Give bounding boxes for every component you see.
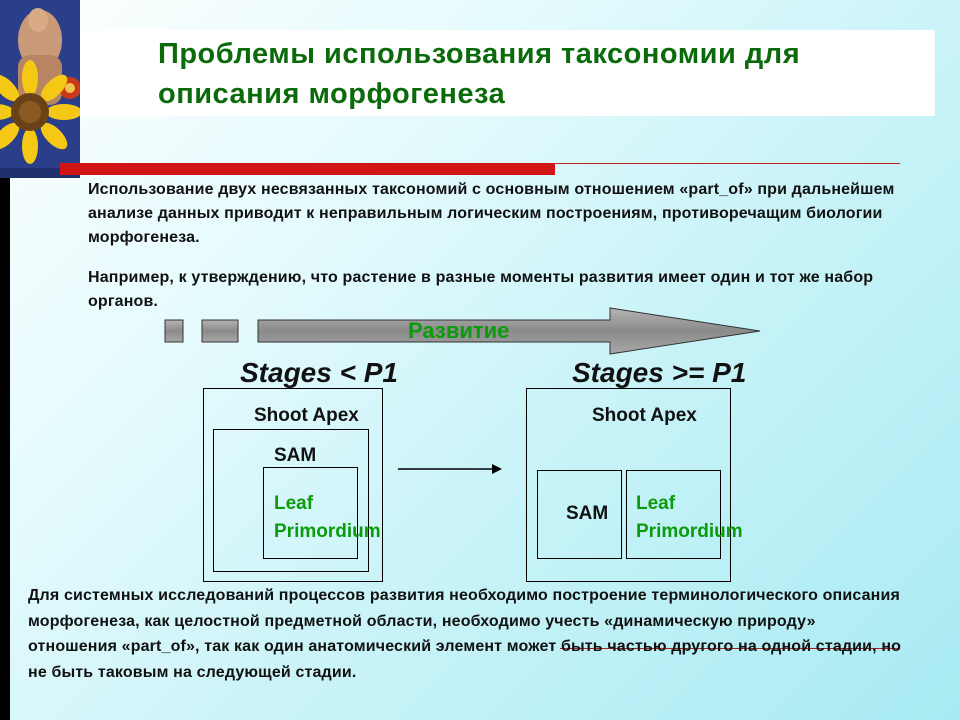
transition-arrow-icon: [398, 462, 504, 481]
example-paragraph: Например, к утверждению, что растение в разные моменты развития имеет один и тот же набор органов.: [88, 269, 874, 310]
stage-left-title: Stages < P1: [240, 357, 398, 388]
left-accent-bar: [0, 178, 10, 720]
right-leaf-label-line1: Leaf: [636, 493, 676, 514]
right-leaf-label-line2: Primordium: [636, 521, 743, 542]
red-divider: [60, 163, 555, 175]
left-shoot-apex-label: Shoot Apex: [254, 405, 359, 426]
left-sam-label: SAM: [274, 445, 317, 466]
left-leaf-label-line1: Leaf: [274, 493, 314, 514]
footer-paragraph: Для системных исследований процессов развития необходимо построение терминологического описания морфогенеза, как целостной предметной области, необходимо учесть «динамическую природу» отношения «part_of», так как один анатомический элемент может быть частью другого на одной стадии, но не быть таковым на следующей стадии.: [28, 587, 902, 681]
right-shoot-apex-label: Shoot Apex: [592, 405, 697, 426]
left-leaf-label-line2: Primordium: [274, 521, 381, 542]
arrow-label: Развитие: [408, 318, 510, 343]
arrow-segment-small: [165, 320, 183, 342]
sunflower-logo-icon: [0, 0, 80, 178]
intro-paragraph: Использование двух несвязанных таксономий с основным отношением «part_of» при дальнейшем анализе данных приводит к неправильным логическим построениям, противоречащим биологии морфогенеза.: [88, 181, 895, 246]
slide-title: Проблемы использования таксономии для описания морфогенеза: [158, 38, 801, 110]
arrow-segment-medium: [202, 320, 238, 342]
thin-divider: [555, 163, 900, 164]
right-sam-label: SAM: [566, 503, 609, 524]
stage-right-title: Stages >= P1: [572, 357, 747, 388]
